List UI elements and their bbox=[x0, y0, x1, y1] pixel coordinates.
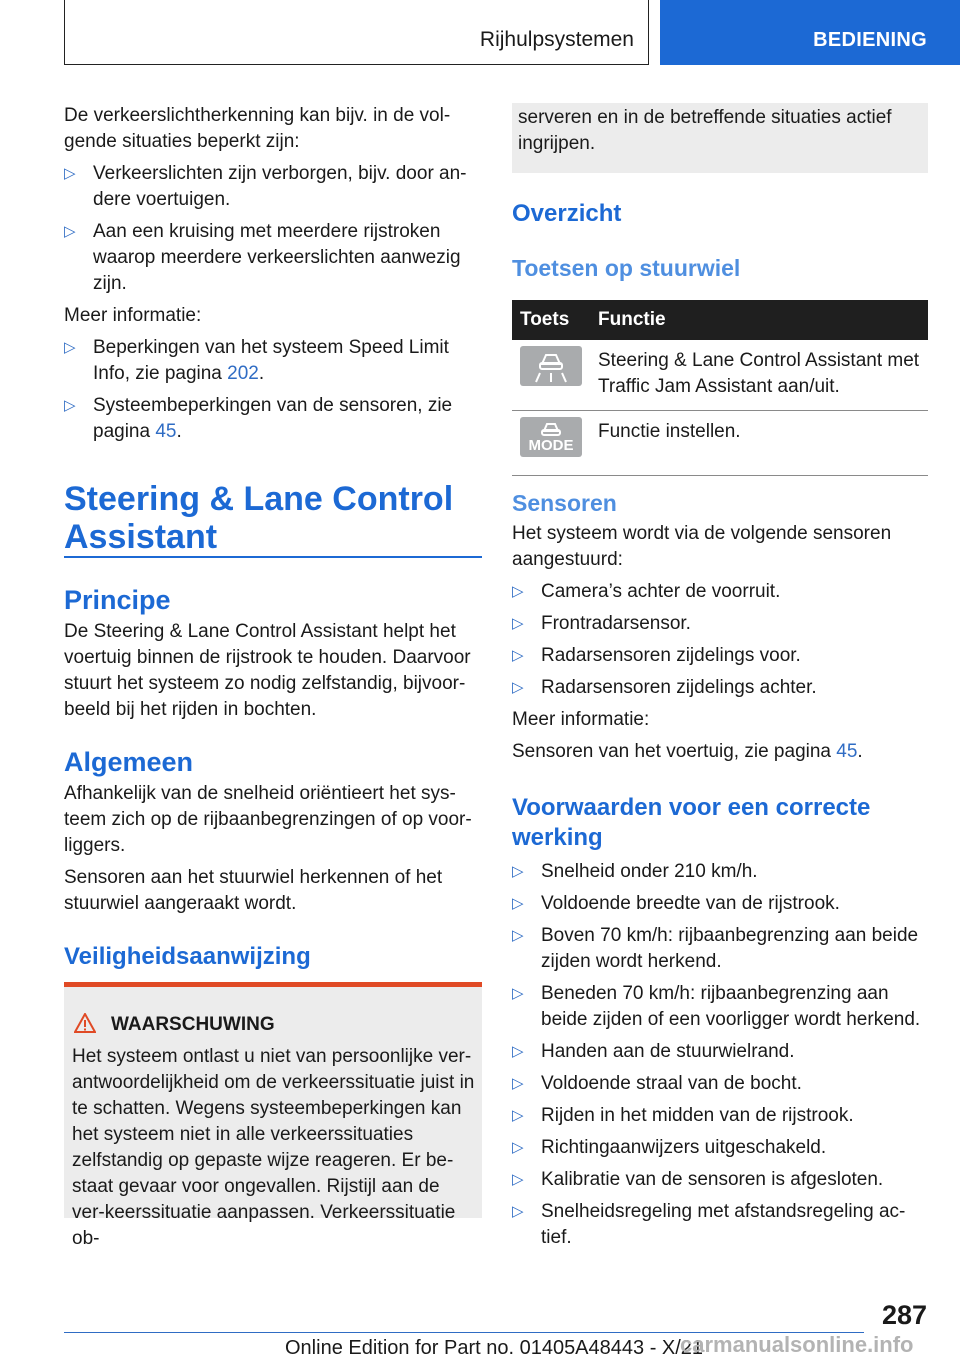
algemeen-heading: Algemeen bbox=[64, 747, 194, 777]
table-header-function: Functie bbox=[590, 300, 928, 340]
bullet-triangle-icon: ▷ bbox=[512, 863, 524, 880]
more-info-label: Meer informatie: bbox=[64, 305, 202, 326]
list-item: ▷ Voldoende straal van de bocht. bbox=[512, 1071, 928, 1097]
bullet-triangle-icon: ▷ bbox=[512, 1075, 524, 1092]
chapter-tab[interactable] bbox=[660, 0, 960, 65]
list-item: ▷ Frontradarsensor. bbox=[512, 611, 928, 637]
list-item: ▷ Snelheidsregeling met afstandsregeling ac-tief. bbox=[512, 1201, 906, 1248]
page-link[interactable]: 45 bbox=[836, 741, 858, 762]
principe-section bbox=[64, 585, 482, 729]
bullet-triangle-icon: ▷ bbox=[64, 165, 76, 182]
section-title: Rijhulpsystemen bbox=[479, 28, 634, 51]
algemeen-text-1: Afhankelijk van de snelheid oriëntieert het sys-teem zich op de rijbaanbegrenzingen of op voor-liggers. bbox=[64, 783, 472, 856]
page-title: Steering & Lane Control Assistant bbox=[64, 480, 454, 556]
principe-heading: Principe bbox=[64, 585, 171, 615]
sensoren-intro: Het systeem wordt via de volgende sensoren aangestuurd: bbox=[512, 523, 892, 570]
overzicht-heading: Overzicht bbox=[512, 200, 622, 227]
overzicht-section bbox=[512, 199, 621, 229]
chapter-tab-label: BEDIENING bbox=[813, 29, 927, 51]
list-item: ▷ Snelheid onder 210 km/h. bbox=[512, 859, 928, 885]
list-item: ▷ Rijden in het midden van de rijstrook. bbox=[512, 1103, 928, 1129]
list-item: ▷ Radarsensoren zijdelings achter. bbox=[512, 675, 928, 701]
warning-box bbox=[64, 982, 482, 1249]
watermark-logo: carmanualsonline.info bbox=[680, 1332, 914, 1357]
section-title-block bbox=[64, 480, 482, 556]
voorwaarden-heading: Voorwaarden voor een correcte werking bbox=[512, 794, 871, 851]
warning-triangle-icon bbox=[74, 1013, 96, 1033]
mode-label: MODE bbox=[528, 437, 574, 454]
table-row bbox=[512, 411, 928, 476]
voorwaarden-section bbox=[512, 793, 928, 1257]
list-item: ▷ Beperkingen van het systeem Speed Limit Info, zie pagina 202. bbox=[64, 337, 449, 384]
table-cell-function: Steering & Lane Control Assistant met Traffic Jam Assistant aan/uit. bbox=[590, 340, 928, 411]
bullet-triangle-icon: ▷ bbox=[512, 583, 524, 600]
more-info-label: Meer informatie: bbox=[512, 709, 650, 730]
bullet-triangle-icon: ▷ bbox=[512, 1107, 524, 1124]
table-cell-key bbox=[512, 411, 590, 476]
bullet-triangle-icon: ▷ bbox=[512, 1139, 524, 1156]
list-item: ▷ Beneden 70 km/h: rijbaanbegrenzing aan beide zijden of een voorligger wordt herkend. bbox=[512, 983, 921, 1030]
list-item: ▷ Voldoende breedte van de rijstrook. bbox=[512, 891, 928, 917]
bullet-triangle-icon: ▷ bbox=[512, 895, 524, 912]
list-item: ▷ Camera’s achter de voorruit. bbox=[512, 579, 928, 605]
sensoren-heading: Sensoren bbox=[512, 490, 617, 516]
info-list bbox=[64, 335, 482, 445]
bullet-triangle-icon: ▷ bbox=[64, 397, 76, 414]
mode-button-icon bbox=[520, 417, 582, 457]
bullet-triangle-icon: ▷ bbox=[512, 927, 524, 944]
algemeen-section bbox=[64, 747, 482, 923]
list-item: ▷ Handen aan de stuurwielrand. bbox=[512, 1039, 928, 1065]
algemeen-text-2: Sensoren aan het stuurwiel herkennen of het stuurwiel aangeraakt wordt. bbox=[64, 867, 443, 914]
list-item: ▷ Kalibratie van de sensoren is afgesloten. bbox=[512, 1167, 928, 1193]
bullet-triangle-icon: ▷ bbox=[512, 647, 524, 664]
table-row bbox=[512, 340, 928, 411]
bullet-triangle-icon: ▷ bbox=[512, 1043, 524, 1060]
left-column bbox=[64, 103, 482, 451]
lane-assist-icon bbox=[520, 346, 582, 386]
conditions-list bbox=[512, 859, 928, 1251]
table-cell-key bbox=[512, 340, 590, 411]
list-item: ▷ Radarsensoren zijdelings voor. bbox=[512, 643, 928, 669]
table-header-row bbox=[512, 300, 928, 340]
bullet-triangle-icon: ▷ bbox=[512, 1171, 524, 1188]
limit-list bbox=[64, 161, 482, 297]
warning-continuation-box bbox=[512, 103, 928, 173]
bullet-triangle-icon: ▷ bbox=[512, 615, 524, 632]
list-item: ▷ Aan een kruising met meerdere rijstroken waarop meerdere verkeerslichten aanwezig zijn. bbox=[64, 221, 461, 294]
principe-text: De Steering & Lane Control Assistant helpt het voertuig binnen de rijstrook te houden. Daarvoor stuurt het systeem zo nodig zelfstandig, bijvoor-beeld bij het rijden in bochten. bbox=[64, 621, 471, 720]
page-link[interactable]: 202 bbox=[227, 363, 259, 384]
warning-continuation-text: serveren en in de betreffende situaties actief ingrijpen. bbox=[518, 107, 892, 154]
bullet-triangle-icon: ▷ bbox=[64, 339, 76, 356]
bullet-triangle-icon: ▷ bbox=[512, 679, 524, 696]
sensor-reference: Sensoren van het voertuig, zie pagina 45. bbox=[512, 741, 863, 762]
sensor-list bbox=[512, 579, 928, 701]
bullet-triangle-icon: ▷ bbox=[512, 1203, 524, 1220]
keys-table bbox=[512, 300, 928, 476]
list-item: ▷ Systeembeperkingen van de sensoren, zie pagina 45. bbox=[64, 395, 453, 442]
page-link[interactable]: 45 bbox=[155, 421, 177, 442]
veiligheid-heading: Veiligheidsaanwijzing bbox=[64, 943, 311, 970]
table-header-key: Toets bbox=[512, 300, 590, 340]
table-cell-function: Functie instellen. bbox=[590, 411, 928, 476]
intro-text: De verkeerslichtherkenning kan bijv. in de vol-gende situaties beperkt zijn: bbox=[64, 105, 451, 152]
bullet-triangle-icon: ▷ bbox=[64, 223, 76, 240]
edition-text: Online Edition for Part no. 01405A48443 - X/21 bbox=[285, 1337, 704, 1359]
toetsen-heading: Toetsen op stuurwiel bbox=[512, 255, 741, 281]
sensoren-section bbox=[512, 489, 928, 771]
list-item: ▷ Richtingaanwijzers uitgeschakeld. bbox=[512, 1135, 928, 1161]
veiligheid-section bbox=[64, 942, 482, 972]
title-divider bbox=[64, 556, 482, 558]
list-item: ▷ Verkeerslichten zijn verborgen, bijv. door an-dere voertuigen. bbox=[64, 163, 467, 210]
page-number: 287 bbox=[881, 1300, 927, 1330]
warning-title: WAARSCHUWING bbox=[111, 1014, 275, 1035]
warning-text: Het systeem ontlast u niet van persoonlijke ver-antwoordelijkheid om de verkeerssituatie juist in te schatten. Wegens systeembeperkingen kan het systeem niet in alle verkeerssituaties zelfstandig op gepaste wijze reageren. Er be-staat gevaar voor ongevallen. Rijstijl aan de ver-keerssituatie aanpassen. Verkeerssituatie ob- bbox=[72, 1046, 475, 1249]
toetsen-section bbox=[512, 254, 740, 282]
bullet-triangle-icon: ▷ bbox=[512, 985, 524, 1002]
list-item: ▷ Boven 70 km/h: rijbaanbegrenzing aan beide zijden wordt herkend. bbox=[512, 925, 919, 972]
